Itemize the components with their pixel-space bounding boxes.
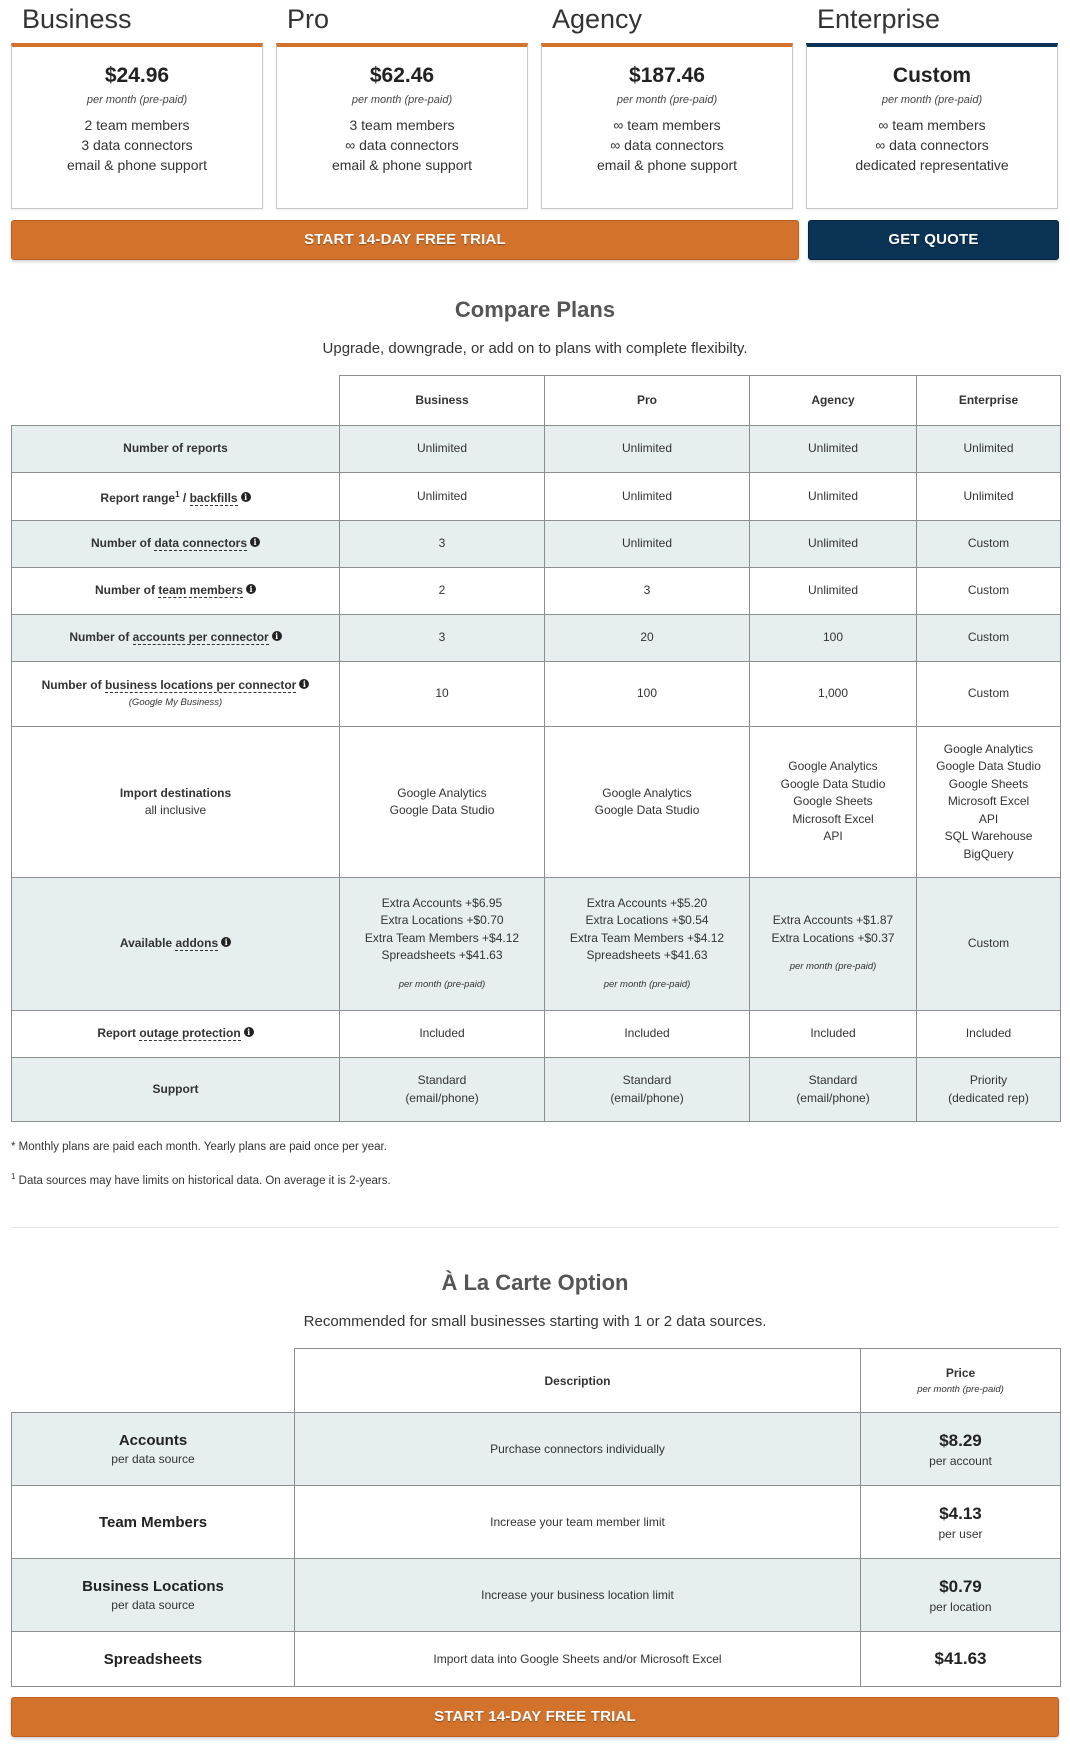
cell-value: Custom	[967, 686, 1010, 701]
cell-line: Google Data Studio	[936, 759, 1041, 774]
sources-note-text: Data sources may have limits on historical data. On average it is 2-years.	[15, 1174, 391, 1187]
cell-agency	[749, 877, 917, 1011]
cell-line: Google Analytics	[602, 785, 692, 800]
cell-line: API	[823, 829, 843, 844]
cell-pro	[544, 877, 750, 1011]
info-icon[interactable]: i	[221, 937, 231, 947]
column-header-agency: Agency	[749, 375, 917, 426]
plan-feature: 2 team members	[84, 117, 190, 133]
plan-card-business	[11, 43, 263, 209]
addon-line: Extra Accounts +$1.87	[772, 913, 894, 928]
row-label-link[interactable]: accounts per connector	[132, 630, 269, 645]
cell-business	[339, 877, 545, 1011]
cell-value: Custom	[967, 630, 1010, 645]
row-label-separator: /	[179, 490, 190, 505]
cell-pro	[544, 567, 750, 615]
addon-line: Extra Locations +$0.37	[771, 930, 895, 945]
addon-description-cell	[294, 1558, 861, 1632]
row-label	[11, 877, 340, 1011]
addon-description: Import data into Google Sheets and/or Microsoft Excel	[433, 1652, 722, 1666]
cell-value: Custom	[967, 583, 1010, 598]
sources-note	[11, 1172, 391, 1187]
cell-value: Unlimited	[621, 488, 672, 503]
cell-value: Custom	[967, 536, 1010, 551]
plan-name-business: Business	[22, 4, 132, 34]
cell-enterprise	[916, 1057, 1061, 1122]
addon-sub: per data source	[111, 1452, 195, 1466]
addon-price-unit: per user	[938, 1526, 983, 1541]
addon-price: $0.79	[939, 1576, 982, 1596]
row-label-text	[123, 440, 228, 458]
cell-agency	[749, 567, 917, 615]
addon-price-cell	[860, 1631, 1061, 1687]
cell-line: (dedicated rep)	[948, 1090, 1029, 1105]
row-label-prefix: Number of	[41, 677, 105, 692]
cell-line: Standard	[417, 1073, 467, 1087]
addon-price-unit: per location	[929, 1599, 992, 1614]
addon-line: Spreadsheets +$41.63	[381, 948, 503, 963]
plan-features	[12, 115, 262, 175]
info-icon[interactable]: i	[244, 1027, 254, 1037]
row-label-text	[95, 582, 256, 600]
cell-line: Google Data Studio	[389, 803, 495, 817]
addon-name-cell	[11, 1558, 295, 1632]
row-label-prefix: Number of	[69, 630, 133, 645]
addon-line: Extra Team Members +$4.12	[569, 930, 725, 945]
cell-pro	[544, 614, 750, 662]
cell-line: Google Analytics	[943, 741, 1034, 756]
cell-line: Google Data Studio	[594, 803, 700, 817]
addon-price-cell	[860, 1558, 1061, 1632]
addon-price: $4.13	[939, 1503, 982, 1523]
cell-line: Google Data Studio	[780, 776, 886, 791]
row-label-prefix: Number of	[94, 583, 159, 598]
addon-price-unit: per account	[929, 1453, 992, 1468]
row-label	[11, 1010, 340, 1058]
addon-description: Purchase connectors individually	[490, 1442, 665, 1456]
cell-line: Google Sheets	[793, 794, 873, 809]
cell-line: (email/phone)	[610, 1090, 684, 1105]
plan-feature: email & phone support	[66, 157, 208, 173]
plan-feature: ∞ team members	[613, 117, 721, 133]
info-icon[interactable]: i	[246, 584, 256, 594]
info-icon[interactable]: i	[272, 631, 282, 641]
addon-description-cell	[294, 1412, 861, 1486]
row-label	[11, 1057, 340, 1122]
row-label-text	[120, 935, 231, 953]
info-icon[interactable]: i	[250, 537, 260, 547]
plan-period: per month (pre-paid)	[881, 94, 983, 106]
plan-feature: ∞ team members	[878, 117, 986, 133]
plan-period: per month (pre-paid)	[351, 94, 453, 106]
addon-description: Increase your team member limit	[490, 1515, 665, 1529]
addon-line: Extra Locations +$0.70	[380, 913, 504, 928]
addon-price-cell	[860, 1412, 1061, 1486]
cell-enterprise	[916, 425, 1061, 473]
plan-features	[542, 115, 792, 175]
description-header	[294, 1348, 861, 1413]
addon-period: per month (pre-paid)	[398, 978, 486, 990]
cell-value: Included	[419, 1026, 465, 1041]
column-header-pro: Pro	[544, 375, 750, 426]
plan-feature: email & phone support	[331, 157, 473, 173]
cell-value: 1,000	[817, 686, 849, 701]
cell-agency	[749, 661, 917, 727]
row-label-link[interactable]: data connectors	[154, 536, 248, 551]
cell-enterprise	[916, 472, 1061, 521]
row-label-footnote: 1	[175, 489, 180, 499]
plan-features	[277, 115, 527, 175]
plan-feature: 3 data connectors	[81, 137, 193, 153]
addon-description: Increase your business location limit	[481, 1588, 674, 1602]
cell-agency	[749, 614, 917, 662]
cell-value: Unlimited	[621, 441, 672, 456]
cell-business	[339, 1010, 545, 1058]
plan-price: $24.96	[104, 64, 170, 87]
plan-feature: ∞ data connectors	[345, 137, 459, 153]
row-label-text	[97, 1025, 253, 1043]
cell-enterprise	[916, 567, 1061, 615]
addon-price: $41.63	[934, 1649, 987, 1668]
cell-line: (email/phone)	[796, 1090, 870, 1105]
cell-business	[339, 1057, 545, 1122]
cell-value: Unlimited	[621, 536, 672, 551]
cell-pro	[544, 1057, 750, 1122]
addon-sub: per data source	[111, 1598, 195, 1612]
cell-enterprise	[916, 1010, 1061, 1058]
plan-card-enterprise	[806, 43, 1058, 209]
compare-plans-subtitle: Upgrade, downgrade, or add on to plans with complete flexibilty.	[322, 340, 748, 357]
row-label-note: (Google My Business)	[128, 697, 223, 708]
row-label-prefix: Report range	[100, 490, 176, 505]
price-header-label: Price	[945, 1366, 976, 1380]
plan-features	[807, 115, 1057, 175]
row-label-text	[120, 785, 231, 803]
addon-name-cell	[11, 1631, 295, 1687]
addon-line: Extra Accounts +$6.95	[381, 895, 503, 910]
cell-enterprise	[916, 614, 1061, 662]
plan-feature: dedicated representative	[855, 157, 1009, 173]
cell-line: BigQuery	[963, 846, 1014, 861]
row-label	[11, 726, 340, 878]
cell-enterprise	[916, 877, 1061, 1011]
cell-agency	[749, 1057, 917, 1122]
cell-value: Unlimited	[416, 488, 467, 503]
addon-period: per month (pre-paid)	[603, 978, 691, 990]
row-label-main: Number of reports	[123, 441, 228, 456]
cell-agency	[749, 520, 917, 568]
compare-plans-title: Compare Plans	[454, 297, 616, 322]
cell-value: Included	[624, 1026, 670, 1041]
section-divider	[11, 1227, 1058, 1228]
cell-business	[339, 472, 545, 521]
cell-line: Priority	[969, 1073, 1008, 1087]
plan-price: Custom	[892, 64, 972, 87]
cell-value: 2	[438, 583, 446, 598]
cell-business	[339, 520, 545, 568]
plan-feature: ∞ data connectors	[875, 137, 989, 153]
column-header-enterprise: Enterprise	[916, 375, 1061, 426]
cell-agency	[749, 425, 917, 473]
get-quote-button[interactable]: GET QUOTE	[808, 220, 1059, 260]
plan-card-pro	[276, 43, 528, 209]
info-icon[interactable]: i	[241, 492, 251, 502]
cell-value: 10	[435, 686, 449, 701]
row-label-link[interactable]: addons	[175, 936, 219, 951]
row-label-main: Import destinations	[119, 785, 232, 800]
cell-line: API	[978, 811, 999, 826]
addon-line: Custom	[967, 936, 1010, 951]
addon-line: Extra Accounts +$5.20	[586, 895, 708, 910]
addon-line: Extra Locations +$0.54	[585, 913, 709, 928]
cell-value: 100	[822, 630, 844, 645]
alacarte-title: À La Carte Option	[441, 1270, 629, 1295]
row-label	[11, 614, 340, 662]
cell-business	[339, 567, 545, 615]
row-label-sub: all inclusive	[144, 803, 207, 817]
cell-business	[339, 614, 545, 662]
addon-description-cell	[294, 1485, 861, 1559]
row-label-text	[69, 629, 281, 647]
cell-line: (email/phone)	[405, 1090, 479, 1105]
cell-value: 20	[640, 630, 654, 645]
plan-period: per month (pre-paid)	[86, 94, 188, 106]
addon-description-cell	[294, 1631, 861, 1687]
addon-name: Accounts	[118, 1432, 188, 1449]
cell-business	[339, 661, 545, 727]
row-label-prefix: Number of	[90, 536, 155, 551]
cell-line: Google Sheets	[948, 776, 1029, 791]
info-icon[interactable]: i	[299, 679, 309, 689]
addon-price: $8.29	[939, 1430, 982, 1450]
start-trial-bottom-button[interactable]: START 14-DAY FREE TRIAL	[11, 1697, 1059, 1737]
start-trial-button[interactable]: START 14-DAY FREE TRIAL	[11, 220, 799, 260]
plan-card-agency	[541, 43, 793, 209]
cell-agency	[749, 726, 917, 878]
plan-name-pro: Pro	[287, 4, 330, 34]
cell-enterprise	[916, 726, 1061, 878]
row-label-link[interactable]: business locations per connector	[104, 677, 297, 692]
addon-name-cell	[11, 1485, 295, 1559]
row-label-link[interactable]: team members	[158, 583, 244, 598]
cell-line: SQL Warehouse	[944, 829, 1033, 844]
addon-name: Team Members	[98, 1513, 208, 1531]
addon-line: Spreadsheets +$41.63	[586, 948, 708, 963]
cell-business	[339, 425, 545, 473]
cell-pro	[544, 472, 750, 521]
description-header-label: Description	[544, 1373, 611, 1388]
row-label	[11, 520, 340, 568]
cell-pro	[544, 425, 750, 473]
row-label-link[interactable]: outage protection	[139, 1026, 241, 1041]
cell-value: 3	[438, 630, 446, 645]
row-label-text	[42, 677, 310, 695]
addon-line: Extra Team Members +$4.12	[364, 930, 520, 945]
row-label	[11, 472, 340, 521]
row-label-text	[100, 486, 250, 508]
row-label	[11, 425, 340, 473]
cell-line: Microsoft Excel	[792, 811, 874, 826]
plan-name-enterprise: Enterprise	[817, 4, 941, 34]
addon-name-cell	[11, 1412, 295, 1486]
plan-price: $187.46	[629, 64, 705, 87]
monthly-note: * Monthly plans are paid each month. Yearly plans are paid once per year.	[11, 1141, 387, 1153]
cell-value: Unlimited	[807, 536, 858, 551]
cell-line: Microsoft Excel	[947, 794, 1030, 809]
cell-line: Google Analytics	[397, 785, 487, 800]
cell-value: 100	[636, 686, 658, 701]
row-label-main: Support	[152, 1081, 199, 1096]
plan-feature: ∞ data connectors	[610, 137, 724, 153]
alacarte-subtitle: Recommended for small businesses starting with 1 or 2 data sources.	[303, 1313, 767, 1330]
plan-name-agency: Agency	[552, 4, 643, 34]
addon-name: Spreadsheets	[103, 1650, 203, 1668]
cell-value: Unlimited	[963, 488, 1014, 503]
cell-value: Unlimited	[807, 488, 858, 503]
cell-value: Unlimited	[807, 583, 858, 598]
cell-value: Unlimited	[416, 441, 467, 456]
plan-feature: 3 team members	[349, 117, 455, 133]
cell-agency	[749, 472, 917, 521]
plan-feature: email & phone support	[596, 157, 738, 173]
cell-agency	[749, 1010, 917, 1058]
cell-pro	[544, 520, 750, 568]
row-label-text	[153, 1081, 199, 1099]
row-label	[11, 661, 340, 727]
row-label	[11, 567, 340, 615]
price-header	[860, 1348, 1061, 1413]
cell-pro	[544, 1010, 750, 1058]
plan-period: per month (pre-paid)	[616, 94, 718, 106]
price-header-note: per month (pre-paid)	[917, 1384, 1004, 1395]
row-label-prefix: Available	[119, 936, 176, 951]
cell-value: Included	[965, 1026, 1012, 1041]
cell-value: 3	[643, 583, 651, 598]
row-label-prefix: Report	[97, 1026, 140, 1041]
cell-pro	[544, 661, 750, 727]
cell-enterprise	[916, 661, 1061, 727]
row-label-text	[91, 535, 260, 553]
sources-note-sup: 1	[11, 1172, 16, 1181]
addon-price-cell	[860, 1485, 1061, 1559]
row-label-link[interactable]: backfills	[189, 490, 238, 505]
cell-value: Included	[810, 1026, 856, 1041]
plan-price: $62.46	[369, 64, 435, 87]
addon-name: Business Locations	[82, 1578, 224, 1595]
cell-enterprise	[916, 520, 1061, 568]
cell-line: Standard	[622, 1073, 672, 1087]
cell-line: Standard	[808, 1073, 858, 1087]
cell-value: 3	[438, 536, 446, 551]
cell-business	[339, 726, 545, 878]
cell-value: Unlimited	[807, 441, 858, 456]
cell-value: Unlimited	[963, 441, 1014, 456]
cell-pro	[544, 726, 750, 878]
addon-period: per month (pre-paid)	[789, 961, 877, 973]
cell-line: Google Analytics	[788, 759, 878, 774]
column-header-business: Business	[339, 375, 545, 426]
